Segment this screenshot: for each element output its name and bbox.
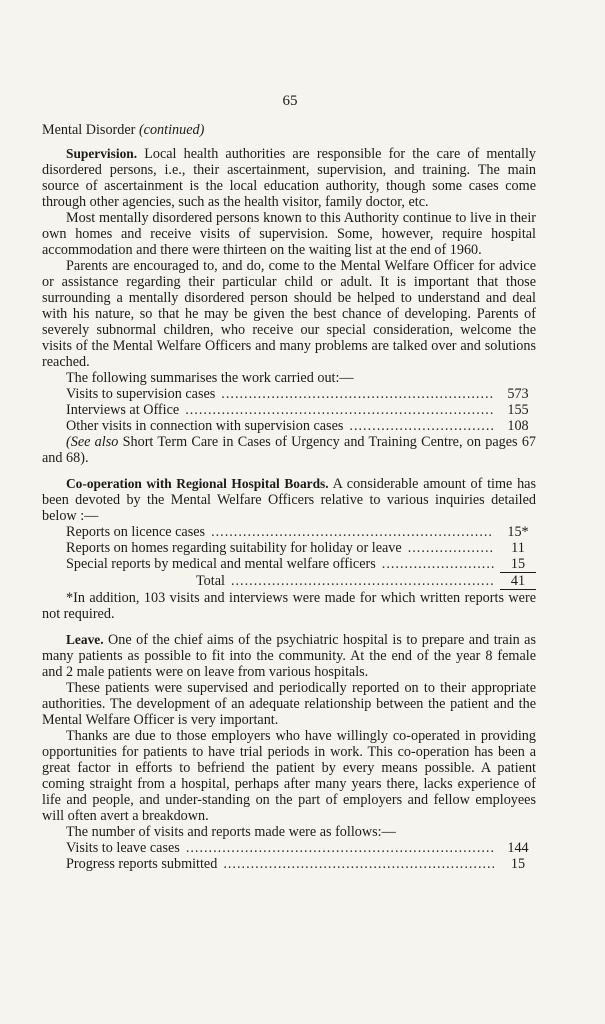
- section-title: [42, 122, 536, 138]
- row-label: Reports on homes regarding suitability for holiday or leave: [66, 540, 402, 556]
- see-also-text: Short Term Care in Cases of Urgency and Training Centre, on pages 67 and 68).: [42, 434, 537, 466]
- list-item: [42, 856, 536, 872]
- leader-dots: [231, 573, 494, 589]
- leave-heading: Leave.: [66, 632, 104, 647]
- row-value: 155: [507, 402, 529, 418]
- page-content: [42, 122, 536, 872]
- row-value: 15: [500, 556, 536, 573]
- leader-dots: [185, 402, 494, 418]
- supervision-summary-intro: The following summarises the work carried out:—: [66, 370, 354, 386]
- list-item: [42, 556, 536, 573]
- list-item: [42, 524, 536, 540]
- leave-paragraph-1: [42, 632, 536, 680]
- row-label: Other visits in connection with supervision cases: [66, 418, 344, 434]
- cooperation-paragraph-1: [42, 476, 536, 524]
- cooperation-p1-text: A considerable amount of time has been devoted by the Mental Welfare Officers relative to various inquiries detailed below :—: [42, 476, 536, 524]
- footnote: *In addition, 103 visits and interviews were made for which written reports were not required.: [42, 590, 536, 622]
- total-label: Total: [196, 573, 225, 589]
- leader-dots: [221, 386, 494, 402]
- supervision-paragraph-3: Parents are encouraged to, and do, come to the Mental Welfare Officer for advice or assistance regarding their particular child or adult. It is important that those surrounding a mentally disordered person should be helped to understand and deal with his nature, so that he may be given the best chance of developing. Parents of severely subnormal children, who receive our special consideration, welcome the visits of the Mental Welfare Officers and many problems are talked over and solutions reached.: [42, 258, 536, 370]
- cooperation-summary-list: [42, 524, 536, 590]
- leader-dots: [223, 856, 494, 872]
- total-value: 41: [500, 573, 536, 590]
- leader-dots: [408, 540, 494, 556]
- leave-paragraph-3: Thanks are due to those employers who have willingly co-operated in providing opportunities for patients to have trial periods in work. This co-operation has been a great factor in efforts to befriend the patient by every means possible. A patient coming straight from a hospital, perhaps after many years there, lacks experience of life and people, and under-standing on the part of employers and fellow employees will often avert a breakdown.: [42, 728, 536, 824]
- see-also-italic: (See also: [66, 434, 119, 450]
- row-value: 15*: [507, 524, 529, 540]
- row-value: 144: [507, 840, 529, 856]
- leave-summary-intro: The number of visits and reports made were as follows:—: [66, 824, 396, 840]
- section-title-text: Mental Disorder: [42, 122, 136, 138]
- row-label: Visits to supervision cases: [66, 386, 216, 402]
- list-item: [42, 840, 536, 856]
- list-item: [42, 540, 536, 556]
- supervision-paragraph-2: Most mentally disordered persons known to this Authority continue to live in their own homes and receive visits of supervision. Some, however, require hospital accommodation and there were thirteen on the waiting list at the end of 1960.: [42, 210, 536, 258]
- leave-p1-text: One of the chief aims of the psychiatric hospital is to prepare and train as many patients as possible to fit into the community. At the end of the year 8 female and 2 male patients were on leave from various hospitals.: [42, 632, 537, 680]
- row-value: 573: [507, 386, 529, 402]
- section-title-continued: (continued): [138, 122, 205, 138]
- supervision-heading: Supervision.: [66, 146, 138, 161]
- leader-dots: [382, 556, 494, 572]
- row-label: Special reports by medical and mental welfare officers: [66, 556, 376, 572]
- list-item: [42, 402, 536, 418]
- row-label: Progress reports submitted: [66, 856, 218, 872]
- supervision-p1-text: Local health authorities are responsible for the care of mentally disordered persons, i.e., their ascertainment, supervision, and training. The main source of ascertainment is the local education authority, though some cases come through other agencies, such as the health visitor, family doctor, etc.: [42, 146, 536, 210]
- row-value: 15: [510, 856, 526, 872]
- list-item: [42, 418, 536, 434]
- row-label: Interviews at Office: [66, 402, 180, 418]
- supervision-paragraph-1: [42, 146, 536, 210]
- row-label: Reports on licence cases: [66, 524, 206, 540]
- row-label: Visits to leave cases: [66, 840, 180, 856]
- leader-dots: [211, 524, 494, 540]
- leave-paragraph-2: These patients were supervised and periodically reported on to their appropriate authorities. The development of an adequate relationship between the patient and the Mental Welfare Officer is very important.: [42, 680, 536, 728]
- leader-dots: [186, 840, 494, 856]
- list-item: [42, 386, 536, 402]
- supervision-summary-list: [42, 386, 536, 434]
- cooperation-heading: Co-operation with Regional Hospital Boards.: [66, 476, 329, 491]
- leave-summary-list: [42, 840, 536, 872]
- row-value: 108: [507, 418, 529, 434]
- row-value: 11: [511, 540, 525, 556]
- page-number: 65: [282, 93, 298, 109]
- leader-dots: [349, 418, 494, 434]
- see-also-note: [42, 434, 536, 466]
- total-row: [42, 573, 536, 590]
